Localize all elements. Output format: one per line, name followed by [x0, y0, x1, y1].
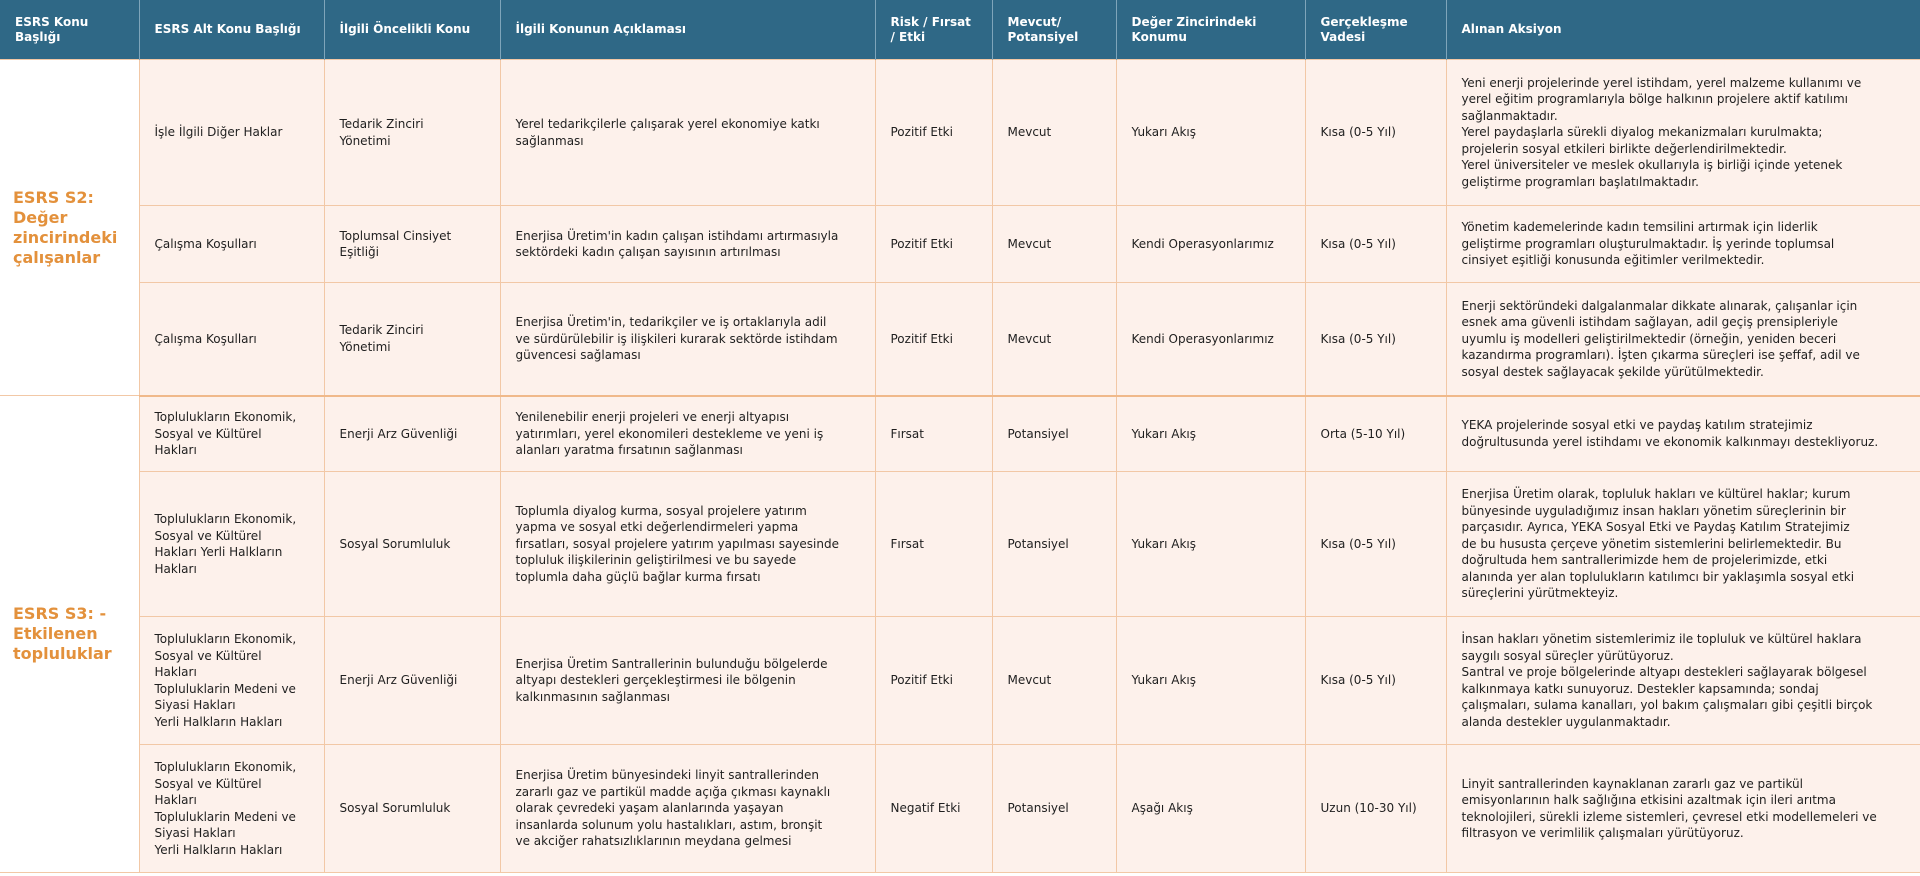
col-header-mevcut: Mevcut/ Potansiyel [992, 0, 1116, 60]
cell-aciklama: Enerjisa Üretim'in kadın çalışan istihdamı artırmasıyla sektördeki kadın çalışan sayısının artırılması [500, 206, 875, 283]
col-header-vade: Gerçekleşme Vadesi [1305, 0, 1446, 60]
cell-mevcut: Potansiyel [992, 396, 1116, 472]
cell-konum: Yukarı Akış [1116, 396, 1305, 472]
cell-risk: Negatif Etki [875, 745, 992, 873]
table-row [0, 283, 1920, 396]
cell-konum: Yukarı Akış [1116, 472, 1305, 617]
cell-alt-konu: Toplulukların Ekonomik, Sosyal ve Kültürel Hakları [139, 396, 324, 472]
cell-konum: Aşağı Akış [1116, 745, 1305, 873]
cell-risk: Pozitif Etki [875, 283, 992, 396]
cell-risk: Pozitif Etki [875, 60, 992, 206]
group-title-s2: ESRS S2: Değer zincirindeki çalışanlar [0, 60, 139, 396]
cell-aksiyon: YEKA projelerinde sosyal etki ve paydaş katılım stratejimiz doğrultusunda yerel istihdamı ve ekonomik kalkınmayı destekliyoruz. [1446, 396, 1920, 472]
cell-oncelikli-konu: Tedarik Zinciri Yönetimi [324, 283, 500, 396]
cell-risk: Pozitif Etki [875, 617, 992, 745]
cell-aciklama: Enerjisa Üretim Santrallerinin bulunduğu bölgelerde altyapı destekleri gerçekleştirmesi ile bölgenin kalkınmasının sağlanması [500, 617, 875, 745]
cell-aciklama: Yerel tedarikçilerle çalışarak yerel ekonomiye katkı sağlanması [500, 60, 875, 206]
cell-mevcut: Mevcut [992, 60, 1116, 206]
cell-alt-konu: İşle İlgili Diğer Haklar [139, 60, 324, 206]
table-row [0, 206, 1920, 283]
group-title-s3: ESRS S3: - Etkilenen topluluklar [0, 396, 139, 873]
cell-mevcut: Potansiyel [992, 472, 1116, 617]
cell-vade: Kısa (0-5 Yıl) [1305, 283, 1446, 396]
col-header-aksiyon: Alınan Aksiyon [1446, 0, 1920, 60]
cell-vade: Kısa (0-5 Yıl) [1305, 60, 1446, 206]
col-header-konum: Değer Zincirindeki Konumu [1116, 0, 1305, 60]
cell-konum: Kendi Operasyonlarımız [1116, 206, 1305, 283]
header-row [0, 0, 1920, 60]
table-row [0, 396, 1920, 472]
cell-aksiyon: Enerjisa Üretim olarak, topluluk hakları ve kültürel haklar; kurum bünyesinde uyguladığımız insan hakları yönetim süreçlerinin bir parçasıdır. Ayrıca, YEKA Sosyal Etki ve Paydaş Katılım Stratejimiz de bu hususta çerçeve yönetim sistemlerini belirlemektedir. Bu doğrultuda hem santrallerimizde hem de projelerimizde, etki alanında yer alan toplulukların katılımcı bir yaklaşımla sosyal etki süreçlerini yürütmekteyiz. [1446, 472, 1920, 617]
cell-aciklama: Yenilenebilir enerji projeleri ve enerji altyapısı yatırımları, yerel ekonomileri destekleme ve yeni iş alanları yaratma fırsatının sağlanması [500, 396, 875, 472]
table-row [0, 745, 1920, 873]
cell-vade: Kısa (0-5 Yıl) [1305, 617, 1446, 745]
cell-alt-konu: Çalışma Koşulları [139, 283, 324, 396]
cell-konum: Kendi Operasyonlarımız [1116, 283, 1305, 396]
cell-mevcut: Potansiyel [992, 745, 1116, 873]
cell-oncelikli-konu: Sosyal Sorumluluk [324, 745, 500, 873]
cell-aksiyon: Yeni enerji projelerinde yerel istihdam, yerel malzeme kullanımı ve yerel eğitim programlarıyla bölge halkının projelere aktif katılımı sağlanmaktadır. Yerel paydaşlarla sürekli diyalog mekanizmaları kurulmakta; projelerin sosyal etkileri birlikte değerlendirilmektedir. Yerel üniversiteler ve meslek okullarıyla iş birliği içinde yetenek geliştirme programları başlatılmaktadır. [1446, 60, 1920, 206]
table-row [0, 617, 1920, 745]
col-header-alt-konu: ESRS Alt Konu Başlığı [139, 0, 324, 60]
cell-mevcut: Mevcut [992, 283, 1116, 396]
cell-mevcut: Mevcut [992, 617, 1116, 745]
cell-alt-konu: Çalışma Koşulları [139, 206, 324, 283]
cell-aksiyon: İnsan hakları yönetim sistemlerimiz ile topluluk ve kültürel haklara saygılı sosyal süreçler yürütüyoruz. Santral ve proje bölgelerinde altyapı destekleri sağlayarak bölgesel kalkınmaya katkı sunuyoruz. Destekler kapsamında; sondaj çalışmaları, sulama kanalları, yol bakım çalışmaları gibi çeşitli birçok alanda destekler uygulanmaktadır. [1446, 617, 1920, 745]
cell-oncelikli-konu: Toplumsal Cinsiyet Eşitliği [324, 206, 500, 283]
cell-oncelikli-konu: Enerji Arz Güvenliği [324, 617, 500, 745]
cell-vade: Kısa (0-5 Yıl) [1305, 472, 1446, 617]
col-header-aciklama: İlgili Konunun Açıklaması [500, 0, 875, 60]
cell-mevcut: Mevcut [992, 206, 1116, 283]
table-row [0, 60, 1920, 206]
cell-alt-konu: Toplulukların Ekonomik, Sosyal ve Kültürel Hakları Topluluklarin Medeni ve Siyasi Hakları Yerli Halkların Hakları [139, 745, 324, 873]
cell-risk: Pozitif Etki [875, 206, 992, 283]
cell-aciklama: Enerjisa Üretim'in, tedarikçiler ve iş ortaklarıyla adil ve sürdürülebilir iş ilişkileri kurarak sektörde istihdam güvencesi sağlaması [500, 283, 875, 396]
cell-vade: Orta (5-10 Yıl) [1305, 396, 1446, 472]
col-header-risk: Risk / Fırsat / Etki [875, 0, 992, 60]
cell-risk: Fırsat [875, 396, 992, 472]
cell-aksiyon: Enerji sektöründeki dalgalanmalar dikkate alınarak, çalışanlar için esnek ama güvenli istihdam sağlayan, adil geçiş prensipleriyle uyumlu iş modelleri geliştirilmektedir (örneğin, yeniden beceri kazandırma programları). İşten çıkarma süreçleri ise şeffaf, adil ve sosyal destek sağlayacak şekilde yürütülmektedir. [1446, 283, 1920, 396]
col-header-oncelikli-konu: İlgili Öncelikli Konu [324, 0, 500, 60]
cell-alt-konu: Toplulukların Ekonomik, Sosyal ve Kültürel Hakları Topluluklarin Medeni ve Siyasi Hakları Yerli Halkların Hakları [139, 617, 324, 745]
cell-vade: Uzun (10-30 Yıl) [1305, 745, 1446, 873]
cell-risk: Fırsat [875, 472, 992, 617]
cell-oncelikli-konu: Sosyal Sorumluluk [324, 472, 500, 617]
table-row [0, 472, 1920, 617]
cell-aksiyon: Linyit santrallerinden kaynaklanan zararlı gaz ve partikül emisyonlarının halk sağlığına etkisini azaltmak için ileri arıtma teknolojileri, sürekli izleme sistemleri, çevresel etki modellemeleri ve filtrasyon ve verimlilik çalışmaları yürütüyoruz. [1446, 745, 1920, 873]
cell-alt-konu: Toplulukların Ekonomik, Sosyal ve Kültürel Hakları Yerli Halkların Hakları [139, 472, 324, 617]
cell-aciklama: Enerjisa Üretim bünyesindeki linyit santrallerinden zararlı gaz ve partikül madde açığa çıkması kaynaklı olarak çevredeki yaşam alanlarında yaşayan insanlarda solunum yolu hastalıkları, astım, bronşit ve akciğer rahatsızlıklarının meydana gelmesi [500, 745, 875, 873]
cell-aciklama: Toplumla diyalog kurma, sosyal projelere yatırım yapma ve sosyal etki değerlendirmeleri yapma fırsatları, sosyal projelere yatırım yapılması sayesinde topluluk ilişkilerinin geliştirilmesi ve bu sayede toplumla daha güçlü bağlar kurma fırsatı [500, 472, 875, 617]
cell-konum: Yukarı Akış [1116, 617, 1305, 745]
cell-aksiyon: Yönetim kademelerinde kadın temsilini artırmak için liderlik geliştirme programları oluşturulmaktadır. İş yerinde toplumsal cinsiyet eşitliği konusunda eğitimler verilmektedir. [1446, 206, 1920, 283]
cell-konum: Yukarı Akış [1116, 60, 1305, 206]
cell-oncelikli-konu: Tedarik Zinciri Yönetimi [324, 60, 500, 206]
col-header-esrs-konu: ESRS Konu Başlığı [0, 0, 139, 60]
cell-oncelikli-konu: Enerji Arz Güvenliği [324, 396, 500, 472]
cell-vade: Kısa (0-5 Yıl) [1305, 206, 1446, 283]
